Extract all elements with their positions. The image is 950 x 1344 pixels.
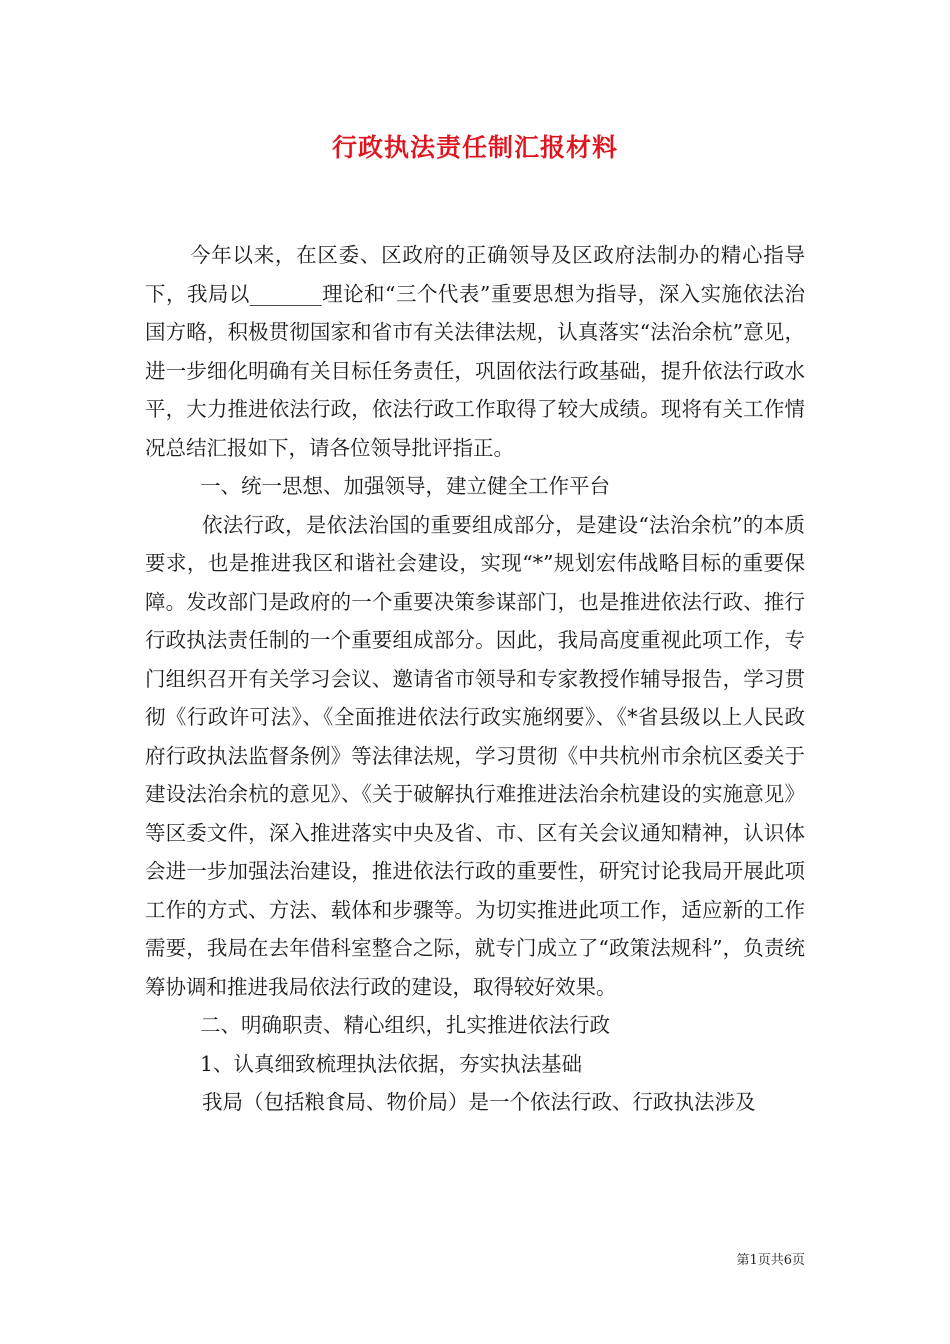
section-heading-2: 二、明确职责、精心组织，扎实推进依法行政 (200, 1013, 610, 1037)
document-body (145, 236, 805, 1122)
section-heading-1: 一、统一思想、加强领导，建立健全工作平台 (200, 474, 610, 498)
section-1-paragraph: 依法行政，是依法治国的重要组成部分，是建设“法治余杭”的本质要求，也是推进我区和谐社会建设，实现“*”规划宏伟战略目标的重要保障。发改部门是政府的一个重要决策参谋部门，也是推进依法行政、推行行政执法责任制的一个重要组成部分。因此，我局高度重视此项工作，专门组织召开有关学习会议、邀请省市领导和专家教授作辅导报告，学习贯彻《行政许可法》、《全面推进依法行政实施纲要》、《*省县级以上人民政府行政执法监督条例》等法律法规，学习贯彻《中共杭州市余杭区委关于建设法治余杭的意见》、《关于破解执行难推进法治余杭建设的实施意见》等区委文件，深入推进落实中央及省、市、区有关会议通知精神，认识体会进一步加强法治建设，推进依法行政的重要性，研究讨论我局开展此项工作的方式、方法、载体和步骤等。为切实推进此项工作，适应新的工作需要，我局在去年借科室整合之际，就专门成立了“政策法规科”，负责统筹协调和推进我局依法行政的建设，取得较好效果。 (145, 512, 805, 999)
intro-paragraph: 今年以来，在区委、区政府的正确领导及区政府法制办的精心指导下，我局以_______理论和“三个代表”重要思想为指导，深入实施依法治国方略，积极贯彻国家和省市有关法律法规，认真落实“法治余杭”意见，进一步细化明确有关目标任务责任，巩固依法行政基础，提升依法行政水平，大力推进依法行政，依法行政工作取得了较大成绩。现将有关工作情况总结汇报如下，请各位领导批评指正。 (145, 243, 805, 460)
subsection-heading-1: 1、认真细致梳理执法依据，夯实执法基础 (200, 1051, 583, 1076)
page-number: 第1页共6页 (736, 1253, 805, 1268)
document-title: 行政执法责任制汇报材料 (331, 133, 618, 162)
subsection-1-paragraph: 我局（包括粮食局、物价局）是一个依法行政、行政执法涉及 (202, 1090, 756, 1114)
